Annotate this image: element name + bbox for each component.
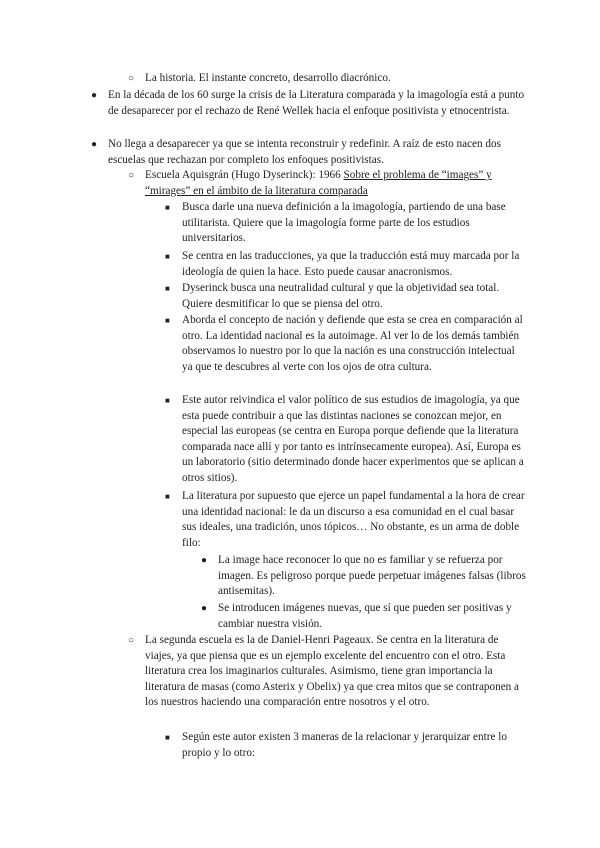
list-item-image-reconocer: La image hace reconocer lo que no es familiar y se refuerza por imagen. Es peligroso porque puede perpetuar imágenes falsas (libros antisemitas). [218, 554, 526, 598]
list-item-imagenes-nuevas: Se introducen imágenes nuevas, que sí que pueden ser positivas y cambiar nuestra visión. [218, 602, 512, 630]
list-item-valor-politico: Este autor reivindica el valor político de sus estudios de imagología, ya que esta puede contribuir a que las distintas naciones se conozcan mejor, en especial las europeas (se centra en Europa porque defiende que la literatura comparada nace allí y por tanto es intrínsecamente europea). Así, Europa es un laboratorio (sitio determinado donde hacer experimentos que se aplican a otros sitios). [182, 394, 524, 484]
disc-bullet-icon: ● [201, 603, 208, 614]
list-item-neutralidad: Dyserinck busca una neutralidad cultural y que la objetividad sea total. Quiere desmitificar lo que se piensa del otro. [182, 282, 500, 310]
disc-bullet-icon: ● [91, 139, 98, 150]
escuela-aquisgran-text: Escuela Aquisgrán (Hugo Dyserinck): 1966 [145, 169, 344, 181]
list-item-nacion: Aborda el concepto de nación y defiende que esta se crea en comparación al otro. La identidad nacional es la autoimage. Al ver lo de los demás también observamos lo nuestro por lo que la nación es una construcción intelectual ya que te descubres al verte con los ojos de otra cultura. [182, 314, 523, 373]
square-bullet-icon: ■ [165, 203, 170, 212]
list-item-segunda-escuela: La segunda escuela es la de Daniel-Henri Pageaux. Se centra en la literatura de viajes, ya que piensa que es un ejemplo excelente del encuentro con el otro. Esta literatura crea los imaginarios culturales. Asimismo, tiene gran importancia la literatura de masas (como Asterix y Obelix) ya que crea mitos que se contraponen a los nuestros haciendo una comparación entre nosotros y el otro. [145, 634, 520, 709]
circle-bullet-icon: ○ [128, 73, 135, 84]
square-bullet-icon: ■ [165, 316, 170, 325]
square-bullet-icon: ■ [165, 252, 170, 261]
circle-bullet-icon: ○ [128, 635, 135, 646]
list-item-traducciones: Se centra en las traducciones, ya que la traducción está muy marcada por la ideología de quien la hace. Esto puede causar anacronismos. [182, 250, 520, 278]
disc-bullet-icon: ● [201, 555, 208, 566]
list-item-historia: La historia. El instante concreto, desarrollo diacrónico. [145, 72, 391, 84]
list-item-nueva-definicion: Busca darle una nueva definición a la imagología, partiendo de una base utilitarista. Quiere que la imagología forme parte de los estudios universitarios. [182, 201, 506, 245]
list-item-identidad-nacional: La literatura por supuesto que ejerce un papel fundamental a la hora de crear una identidad nacional: le da un discurso a esa comunidad en el cual basar sus ideales, una tradición, unos tópicos… No obstante, es un arma de doble filo: [182, 490, 525, 549]
square-bullet-icon: ■ [165, 733, 170, 742]
list-item-escuela-aquisgran [145, 168, 527, 199]
list-item-dos-escuelas: No llega a desaparecer ya que se intenta reconstruir y redefinir. A raíz de esto nacen dos escuelas que rechazan por completo los enfoques positivistas. [108, 138, 501, 166]
square-bullet-icon: ■ [165, 284, 170, 293]
square-bullet-icon: ■ [165, 396, 170, 405]
square-bullet-icon: ■ [165, 492, 170, 501]
list-item-tres-maneras: Según este autor existen 3 maneras de la relacionar y jerarquizar entre lo propio y lo otro: [182, 731, 507, 759]
dyserinck-work-title: Sobre el problema de “images” y “mirages” en el ámbito de la literatura comparada [145, 169, 492, 197]
circle-bullet-icon: ○ [128, 170, 135, 181]
list-item-crisis: En la década de los 60 surge la crisis de la Literatura comparada y la imagología está a punto de desaparecer por el rechazo de René Wellek hacia el enfoque positivista y etnocentrista. [108, 89, 525, 117]
disc-bullet-icon: ● [91, 90, 98, 101]
